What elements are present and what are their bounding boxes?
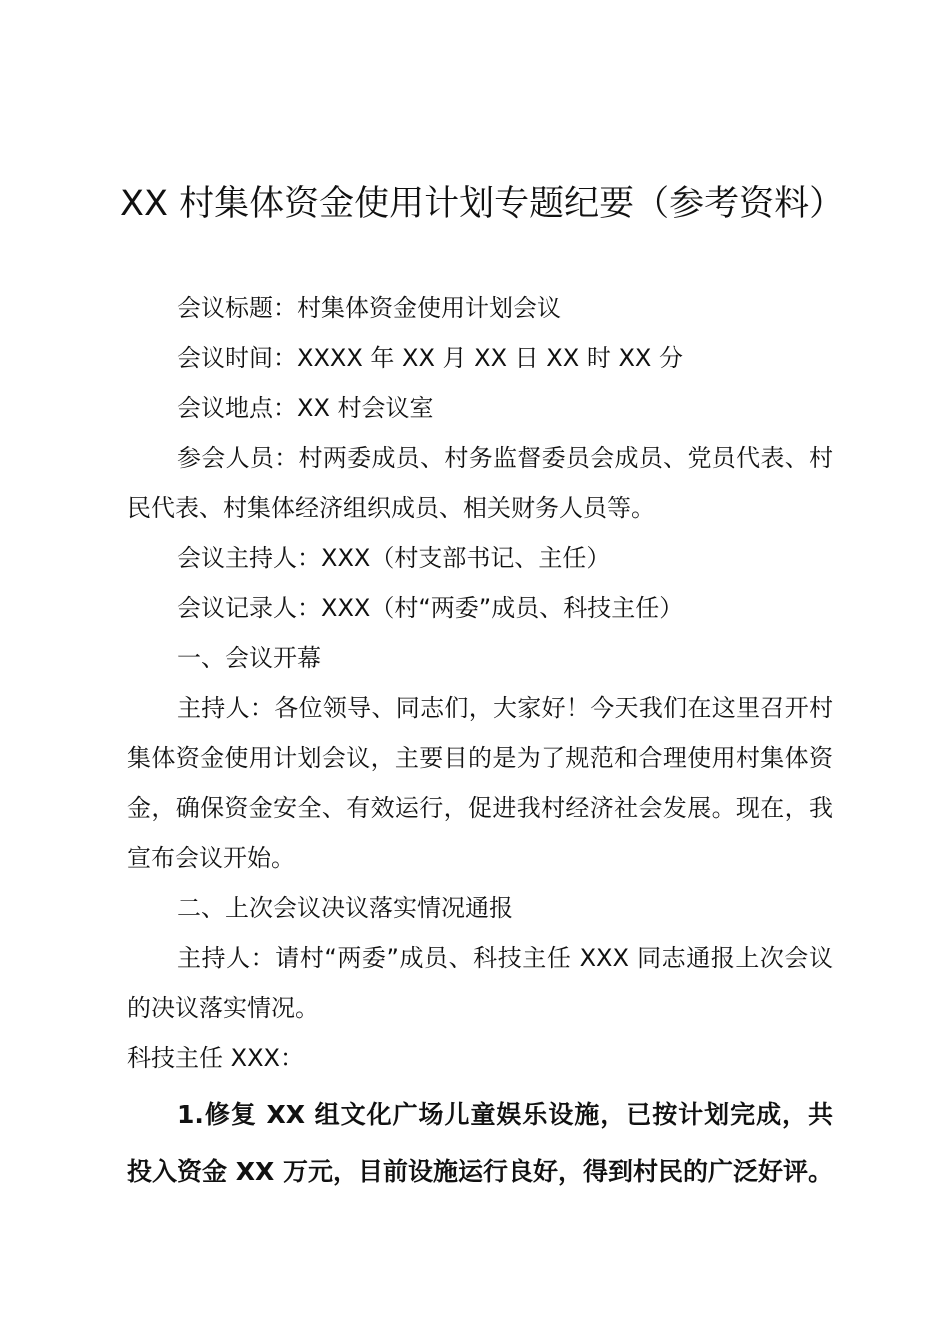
paragraph: 会议标题：村集体资金使用计划会议 [177,294,561,322]
paragraph: 参会人员：村两委成员、村务监督委员会成员、党员代表、村民代表、村集体经济组织成员、相关财务人员等。 [127,444,833,522]
document-body [127,283,833,1200]
paragraph: 主持人：各位领导、同志们，大家好！今天我们在这里召开村集体资金使用计划会议，主要目的是为了规范和合理使用村集体资金，确保资金安全、有效运行，促进我村经济社会发展。现在，我宣布会议开始。 [127,694,833,872]
paragraph: 会议主持人：XXX（村支部书记、主任） [177,544,611,572]
bold-paragraph: 1.修复 XX 组文化广场儿童娱乐设施，已按计划完成，共投入资金 XX 万元，目前设施运行良好，得到村民的广泛好评。 [127,1100,833,1186]
paragraph: 二、上次会议决议落实情况通报 [177,894,513,922]
paragraph: 会议地点：XX 村会议室 [177,394,434,422]
paragraph: 会议记录人：XXX（村“两委”成员、科技主任） [177,594,684,622]
paragraph: 科技主任 XXX： [127,1044,304,1072]
paragraph: 一、会议开幕 [177,644,321,672]
paragraph: 会议时间：XXXX 年 XX 月 XX 日 XX 时 XX 分 [177,344,683,372]
document-title: XX 村集体资金使用计划专题纪要（参考资料） [120,184,845,224]
paragraph: 主持人：请村“两委”成员、科技主任 XXX 同志通报上次会议的决议落实情况。 [127,944,833,1022]
